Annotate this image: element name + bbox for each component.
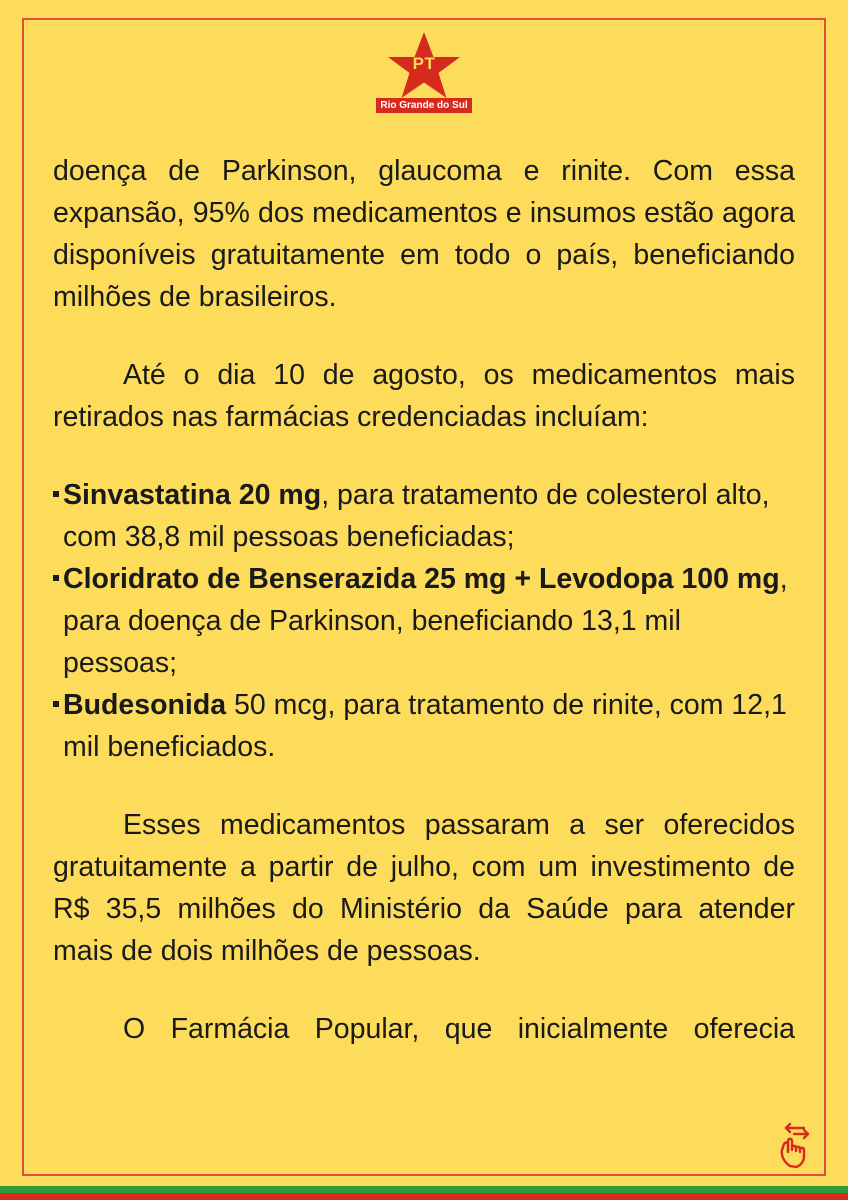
paragraph-1: doença de Parkinson, glaucoma e rinite. Com essa expansão, 95% dos medicamentos e insumos estão agora disponíveis gratuitamente em todo o país, beneficiando milhões de brasileiros.: [53, 155, 795, 313]
medication-detail: 50 mcg, para tratamento de rinite, com 12,1 mil beneficiados.: [63, 689, 787, 763]
list-item: [53, 684, 795, 768]
article-body: [53, 150, 795, 1050]
paragraph-4: O Farmácia Popular, que inicialmente oferecia: [123, 1013, 795, 1045]
medication-detail: , para tratamento de colesterol alto, com 38,8 mil pessoas beneficiadas;: [63, 479, 770, 553]
paragraph-3: Esses medicamentos passaram a ser oferecidos gratuitamente a partir de julho, com um investimento de R$ 35,5 milhões do Ministério da Saúde para atender mais de dois milhões de pessoas.: [53, 809, 795, 967]
bullet-marker: [53, 491, 59, 497]
medication-name: Sinvastatina 20 mg: [63, 479, 322, 511]
list-item: [53, 558, 795, 684]
logo-region: Rio Grande do Sul: [376, 98, 472, 113]
footer-stripe-green: [0, 1186, 848, 1193]
list-item: [53, 474, 795, 558]
paragraph-2: Até o dia 10 de agosto, os medicamentos mais retirados nas farmácias credenciadas incluíam:: [53, 359, 795, 433]
medication-name: Budesonida: [63, 689, 227, 721]
medication-detail: , para doença de Parkinson, beneficiando 13,1 mil pessoas;: [63, 563, 788, 679]
pt-logo: [374, 30, 474, 114]
medication-name: Cloridrato de Benserazida 25 mg + Levodopa 100 mg: [63, 563, 780, 595]
medication-list: [53, 474, 795, 768]
swipe-hand-icon: [778, 1122, 816, 1170]
bullet-marker: [53, 575, 59, 581]
footer-stripe-red: [0, 1193, 848, 1200]
logo-text: PT: [412, 54, 436, 73]
bullet-marker: [53, 701, 59, 707]
